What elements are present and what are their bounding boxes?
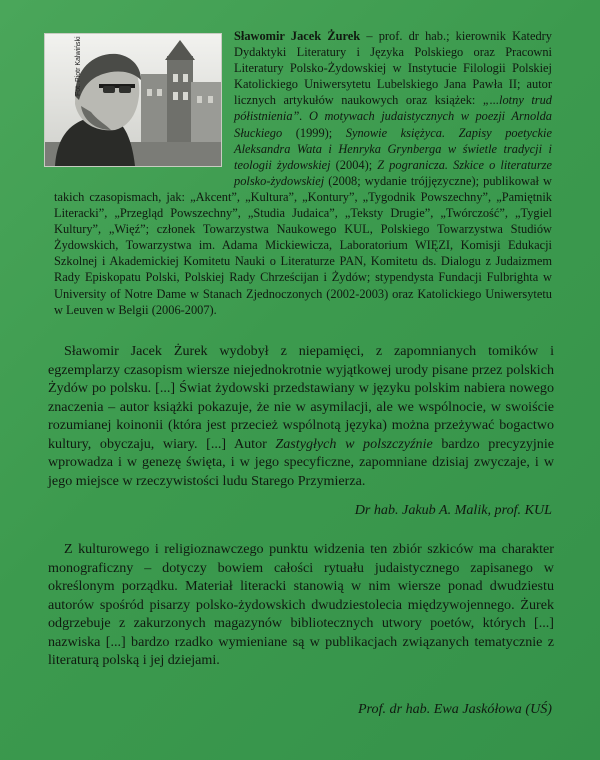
bio-text-2: (1999); [282,125,346,140]
quote-1-book-title: Zastygłych w polszczyźnie [275,435,433,452]
quote-1-text-end: bardzo precyzyjnie wprowadza i w genezę święta, i w jego specyficzne, zapomniane dzisiaj zwyczaje, i w jego miejsce w rzeczywistości ludu Starego Przymierza. [48,435,555,489]
author-name: Sławomir Jacek Żurek [234,29,361,43]
review-signature-2: Prof. dr hab. Ewa Jaskółowa (UŚ) [357,701,552,717]
bio-text-3: (2004); [330,157,378,172]
review-quote-1 [48,342,554,490]
bio-book-2: Synowie księżyca. Zapisy poetyckie Aleksandra Wata i Henryka Grynberga w świetle tradycji i teologii żydowskiej [234,125,552,172]
review-quote-2: Z kulturowego i religioznawczego punktu widzenia ten zbiór szkiców ma charakter monograficzny – dotyczy bowiem całości rytuału judaistycznego zapisanego w określonym porządku. Materiał literacki stanowią w nim wiersze ponad dwudziestu autorów spośród pisarzy polsko-żydowskich dwudziestolecia międzywojennego. Żurek odgrzebuje z zakurzonych magazynów bibliotecznych utwory poetów, których [...] nazwiska [...] bardzo rzadko wymieniane są w publikacjach związanych tematycznie z literaturą polską i jej dziejami. [48,541,554,668]
bio-book-3: Z pogranicza. Szkice o literaturze polsko-żydowskiej [234,157,553,188]
bio-book-1: „...lotny trud półistnienia”. O motywach judaistycznych w poezji Arnolda Słuckiego [234,93,552,140]
author-bio [54,28,552,318]
bio-text-4: (2008; wydanie trójjęzyczne); publikował w takich czasopismach, jak: „Akcent”, „Kultura”, „Kontury”, „Tygodnik Powszechny”, „Pamiętnik Literacki”, „Przegląd Powszechny”, „Studia Judaica”, „Teksty Drugie”, „Twórczość”, „Tygiel Kultury”, „Więź”; członek Towarzystwa Naukowego KUL, Polskiego Towarzystwa Studiów Żydowskich, Towarzystwa im. Adama Mickiewicza, Laboratorium WIĘZI, Komisji Edukacji Szkolnej i Akademickiej Komitetu Nauki o Literaturze PAN, Komitetu ds. Dialogu z Judaizmem Rady Episkopatu Polski, Polskiej Rady Chrześcijan i Żydów; stypendysta Fundacji Fulbrighta w University of Notre Dame w Stanach Zjednoczonych (2002-2003) oraz Katolickiego Uniwersytetu w Leuven w Belgii (2006-2007). [54,173,552,317]
bio-text-1: – prof. dr hab.; kierownik Katedry Dydaktyki Literatury i Języka Polskiego oraz Pracowni Literatury Polsko-Żydowskiej w Instytucie Filologii Polskiej Katolickiego Uniwersytetu Lubelskiego Jana Pawła II; autor licznych artykułów naukowych oraz książek: [234,29,552,108]
photo-credit: Fot. Piotr Kalwiński [75,36,82,96]
photo-placeholder [54,28,234,178]
review-signature-1: Dr hab. Jakub A. Malik, prof. KUL [354,502,552,518]
quote-1-text: Sławomir Jacek Żurek wydobył z niepamięci, z zapomnianych tomików i egzemplarzy czasopism wiersze niejednokrotnie wyjątkowej urody pisane przez polskich Żydów po polsku. [...] Świat żydowski przedstawiany w języku polskim nabiera nowego znaczenia – autor książki pokazuje, że nie w asymilacji, ale we wspólnocie, w swoiście rozumianej koinonii (która jest przecież wspólnotą języka) można przeżywać bogactwo kultury, obyczaju, wiary. [...] Autor [48,343,554,452]
